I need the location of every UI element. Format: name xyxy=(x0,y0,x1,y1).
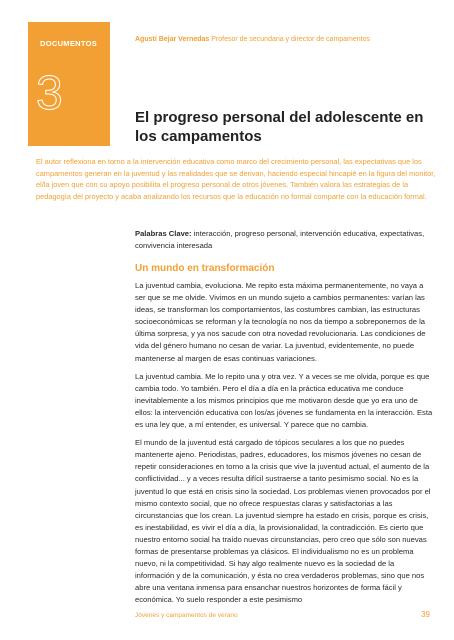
author-role: Profesor de secundaria y director de campamentos xyxy=(211,36,371,43)
paragraph: La juventud cambia. Me lo repito una y otra vez. Y a veces se me olvida, porque es que cambia todo. Yo también. Pero el día a día en la práctica educativa me conduce inevitablemente a los mismos principios que me motivaron desde que yo era uno de ellos: la intervención educativa con los/as jóvenes se fundamenta en la interacción. Esta es una ley que, a mí entender, es universal. Y parece que no cambia. xyxy=(135,371,433,430)
paragraph: La juventud cambia, evoluciona. Me repito esta máxima permanentemente, no vaya a ser que se me olvide. Vivimos en un mundo sujeto a cambios permanentes: varían las ideas, se transforman los comportamientos, las costumbres cambian, las estructuras socioeconómicas se reforman y la tecnología no nos da tiempo a sobreponernos de la última sorpresa, y ya nos sacude con otra novedad revolucionaria. Las condiciones de vida del género humano no cesan de variar. La juventud, evidentemente, no puede mantenerse al margen de esas continuas variaciones. xyxy=(135,281,426,363)
section-heading: Un mundo en transformación xyxy=(135,263,275,274)
abstract: El autor reflexiona en torno a la intervención educativa como marco del crecimiento personal, las expectativas que los campamentos generan en la juventud y las realidades que se derivan, haciendo especial hincapié en la figura del monitor, el/la joven que con su apoyo posibilita el progreso personal de otros jóvenes. También valora las estrategias de la pedagogía del proyecto y acaba analizando los recursos que la educación no formal comparte con la educación formal. xyxy=(36,157,436,201)
chapter-number: 3 xyxy=(36,67,63,120)
footer-publication: Jóvenes y campamentos de verano xyxy=(135,612,238,619)
keywords-list: interacción, progreso personal, intervención educativa, expectativas, convivencia interesada xyxy=(135,229,425,250)
keywords-label: Palabras Clave: xyxy=(135,229,192,238)
page-number: 39 xyxy=(421,610,430,619)
body-text xyxy=(135,280,435,612)
author-name: Agustí Bejar Vernedas xyxy=(135,36,210,43)
section-badge xyxy=(28,22,110,146)
author-line xyxy=(135,36,445,43)
section-label: DOCUMENTOS xyxy=(40,39,98,48)
keywords xyxy=(135,228,435,252)
article-title: El progreso personal del adolescente en los campamentos xyxy=(135,109,424,145)
paragraph: El mundo de la juventud está cargado de tópicos seculares a los que no puedes mantenerte ajeno. Periodistas, padres, educadores, los mismos jóvenes no cesan de repetir consideraciones en torno a la crisis que vive la juventud actual, el aumento de la conflictividad... y a veces resulta difícil sustraerse a tanto pesimismo social. No es la juventud lo que está en crisis sino la sociedad. Los problemas vienen provocados por el mismo contexto social, que no ofrece respuestas claras y satisfactorias a las circunstancias que los crean. La juventud siempre ha estado en crisis, porque es crisis, es inestabilidad, es vivir el día a día, la provisionalidad, la contradicción. Es cierto que nuestro entorno social ha traído nuevas circunstancias, pero creo que sólo son nuevas formas de presentarse problemas ya clásicos. El individualismo no es un problema nuevo, ni la competitividad. Si hay algo realmente nuevo es la sociedad de la información y de la comunicación, y ésta no crea verdaderos problemas, sino que nos abre una ventana inmensa para ensanchar nuestros horizontes de forma fácil y económica. Yo suelo responder a este pesimismo xyxy=(135,438,431,605)
